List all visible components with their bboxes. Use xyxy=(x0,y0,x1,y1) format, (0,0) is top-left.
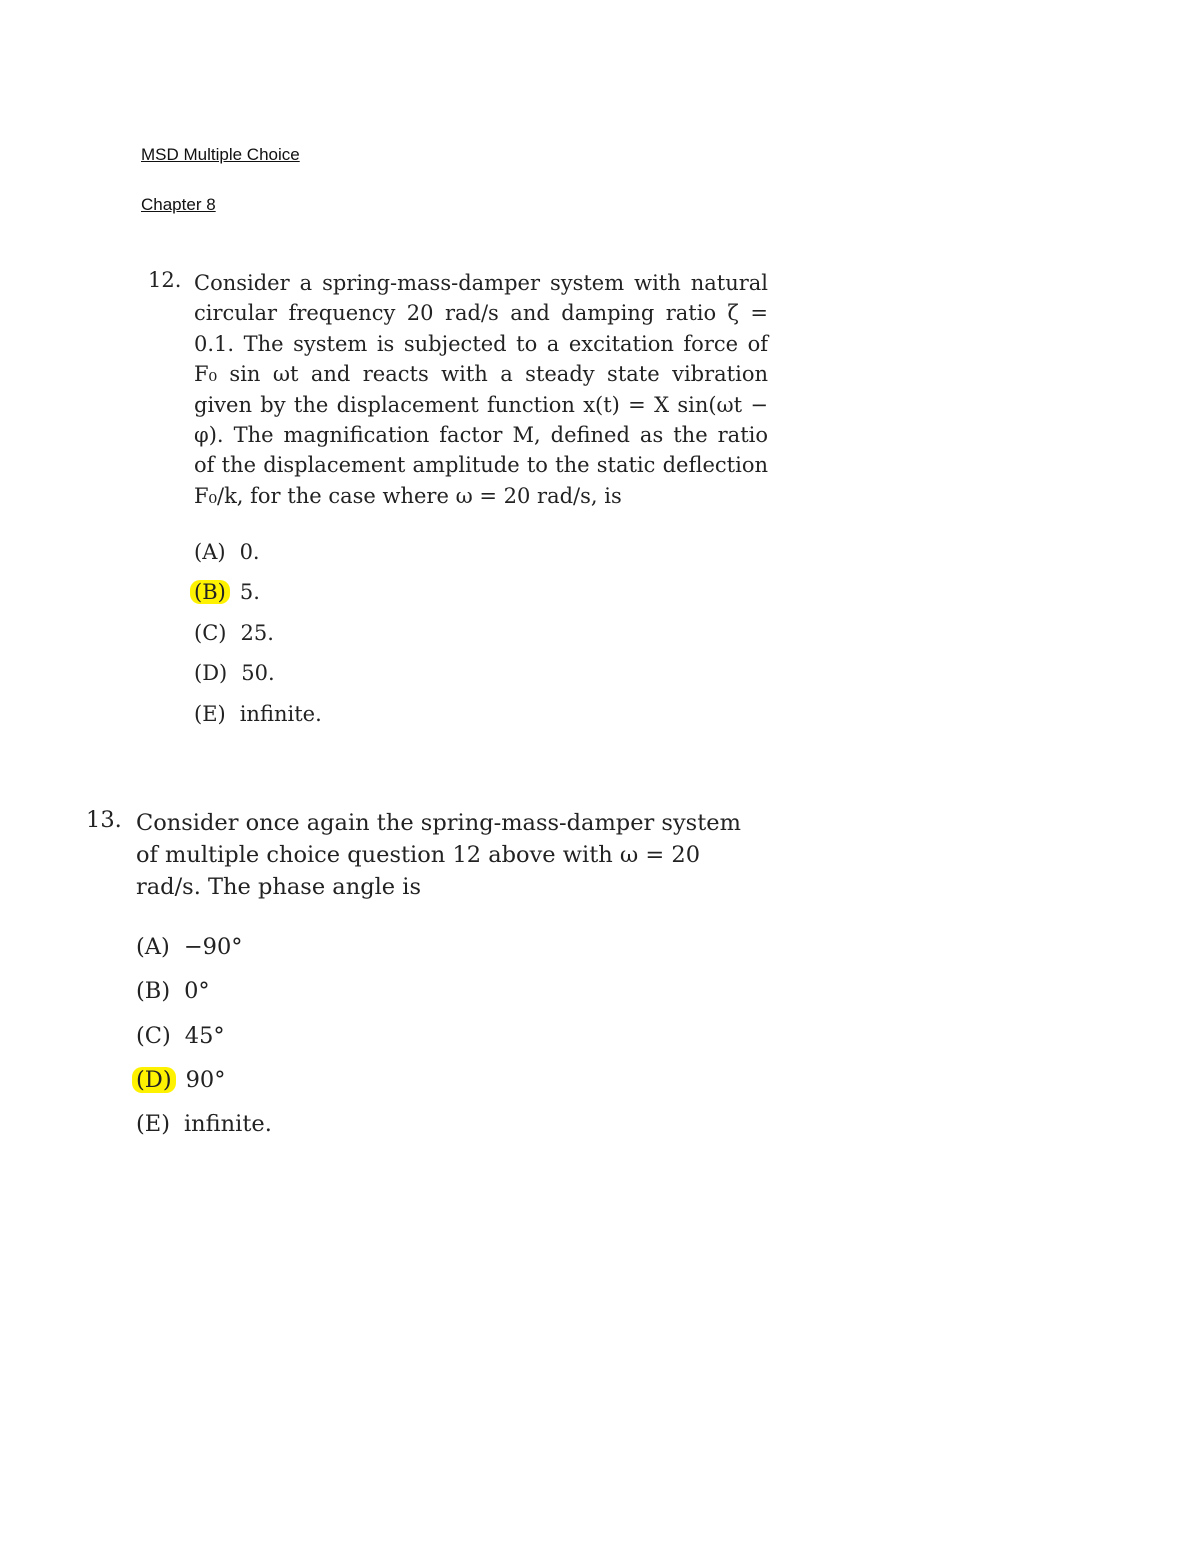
question-number: 13. xyxy=(86,807,122,833)
option-e xyxy=(136,1102,766,1146)
highlighted-answer: (D) xyxy=(132,1067,176,1093)
option-text: 25. xyxy=(240,620,274,645)
option-c xyxy=(136,1014,766,1058)
question-text: Consider a spring-mass-damper system with natural circular frequency 20 rad/s and damping ratio ζ = 0.1. The system is subjected to a excitation force of F₀ sin ωt and reacts with a steady state vibration given by the displacement function x(t) = X sin(ωt − φ). The magnification factor M, defined as the ratio of the displacement amplitude to the static deflection F₀/k, for the case where ω = 20 rad/s, is xyxy=(194,271,768,508)
option-a xyxy=(136,925,766,969)
option-text: −90° xyxy=(183,934,243,961)
option-a xyxy=(194,531,768,572)
option-text: 90° xyxy=(185,1067,226,1094)
option-text: 0° xyxy=(184,978,210,1005)
option-text: infinite. xyxy=(183,1111,272,1138)
option-letter: (A) xyxy=(194,539,226,564)
answer-options xyxy=(136,925,766,1146)
option-letter: (E) xyxy=(194,701,226,726)
option-b xyxy=(194,572,768,613)
highlighted-answer: (B) xyxy=(190,580,230,604)
question-text: Consider once again the spring-mass-damper system of multiple choice question 12 above with ω = 20 rad/s. The phase angle is xyxy=(136,810,741,900)
option-letter: (E) xyxy=(136,1111,170,1138)
chapter-heading: Chapter 8 xyxy=(141,195,216,214)
option-c xyxy=(194,612,768,653)
document-title: MSD Multiple Choice xyxy=(141,145,300,164)
option-text: infinite. xyxy=(239,701,322,726)
option-b xyxy=(136,969,766,1013)
option-d xyxy=(136,1058,766,1102)
option-text: 50. xyxy=(241,661,275,685)
option-text: 0. xyxy=(239,539,260,564)
option-letter: (C) xyxy=(136,1022,171,1049)
option-letter: (B) xyxy=(136,978,171,1005)
option-d xyxy=(194,653,768,694)
option-letter: (A) xyxy=(136,934,170,961)
option-text: 5. xyxy=(239,580,260,604)
option-e xyxy=(194,693,768,734)
question-number: 12. xyxy=(148,268,182,292)
option-letter: (D) xyxy=(194,661,228,685)
answer-options xyxy=(194,531,768,734)
option-text: 45° xyxy=(184,1022,225,1049)
option-letter: (C) xyxy=(194,620,227,645)
question-12 xyxy=(148,268,768,734)
question-13 xyxy=(86,807,766,1146)
